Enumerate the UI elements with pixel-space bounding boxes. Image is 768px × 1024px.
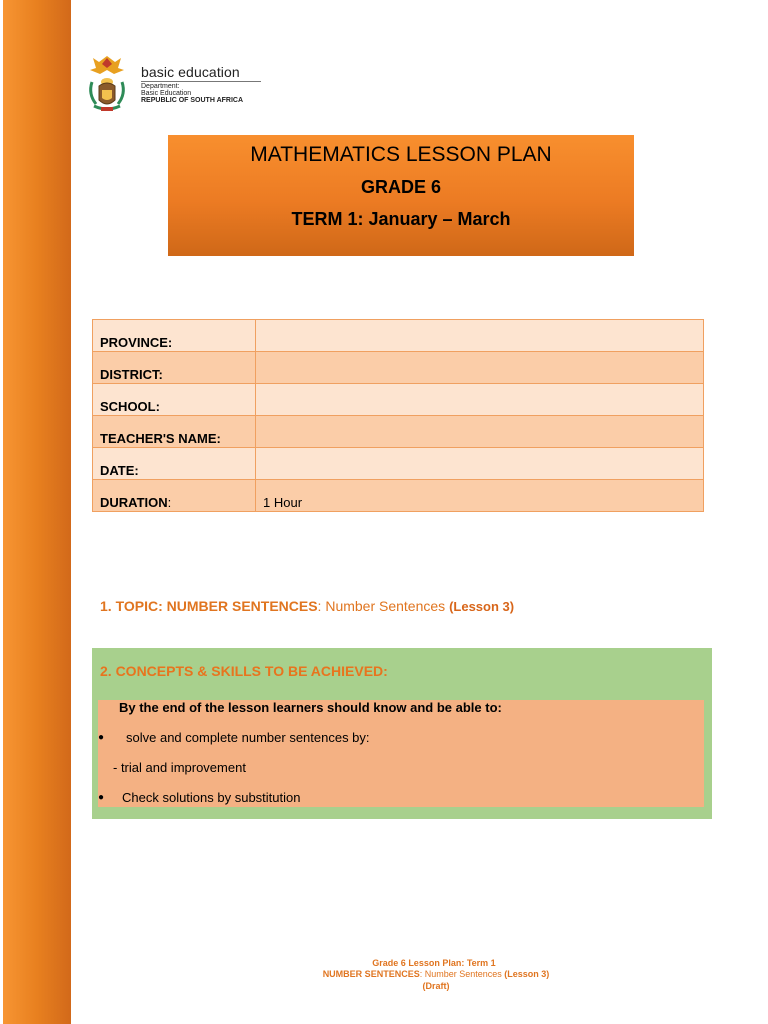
province-label: PROVINCE: <box>93 320 256 352</box>
table-row <box>93 352 704 384</box>
document-title: MATHEMATICS LESSON PLAN <box>250 143 552 166</box>
dbe-logo <box>84 52 264 114</box>
footer-sep: : <box>419 969 423 979</box>
province-field[interactable] <box>256 320 704 352</box>
list-item: - trial and improvement <box>113 760 246 775</box>
bullet-icon: ● <box>98 732 105 743</box>
table-row <box>93 448 704 480</box>
topic-heading <box>100 598 514 614</box>
duration-field[interactable]: 1 Hour <box>256 480 704 512</box>
topic-title: 1. TOPIC: NUMBER SENTENCES <box>100 598 318 614</box>
duration-label <box>93 480 256 512</box>
logo-line-2: Basic Education <box>141 90 192 97</box>
title-banner <box>168 135 634 256</box>
teacher-name-label: TEACHER'S NAME: <box>93 416 256 448</box>
logo-divider <box>141 81 261 82</box>
footer-line-2 <box>236 969 636 979</box>
footer-subtitle: Number Sentences <box>424 969 502 979</box>
table-row <box>93 320 704 352</box>
bullet-icon: ● <box>98 792 105 803</box>
teacher-name-field[interactable] <box>256 416 704 448</box>
lesson-info-table <box>92 319 704 512</box>
district-label: DISTRICT: <box>93 352 256 384</box>
table-row <box>93 416 704 448</box>
topic-subtitle: Number Sentences <box>325 598 446 614</box>
logo-line-1: Department: <box>141 83 180 90</box>
concepts-heading: 2. CONCEPTS & SKILLS TO BE ACHIEVED: <box>100 663 388 679</box>
coat-of-arms-icon <box>84 52 130 114</box>
footer-lesson: (Lesson 3) <box>504 969 550 979</box>
table-row <box>93 384 704 416</box>
district-field[interactable] <box>256 352 704 384</box>
date-label: DATE: <box>93 448 256 480</box>
topic-lesson: (Lesson 3) <box>449 599 515 614</box>
footer-line-1: Grade 6 Lesson Plan: Term 1 <box>372 958 496 968</box>
footer-topic: NUMBER SENTENCES <box>322 969 420 979</box>
topic-separator: : <box>317 598 326 614</box>
list-item: Check solutions by substitution <box>122 790 301 805</box>
logo-line-3: REPUBLIC OF SOUTH AFRICA <box>141 97 244 104</box>
logo-title: basic education <box>141 64 240 80</box>
date-field[interactable] <box>256 448 704 480</box>
footer-line-3: (Draft) <box>422 981 450 991</box>
term-label: TERM 1: January – March <box>291 209 511 229</box>
duration-label-text: DURATION <box>100 495 168 510</box>
school-field[interactable] <box>256 384 704 416</box>
side-accent-bar <box>3 0 71 1024</box>
duration-colon: : <box>167 495 172 510</box>
school-label: SCHOOL: <box>93 384 256 416</box>
concepts-box <box>98 700 704 807</box>
grade-label: GRADE 6 <box>360 177 441 197</box>
concepts-section <box>92 648 712 819</box>
list-item: solve and complete number sentences by: <box>126 730 370 745</box>
concepts-intro: By the end of the lesson learners should know and be able to: <box>119 700 502 715</box>
table-row <box>93 480 704 512</box>
